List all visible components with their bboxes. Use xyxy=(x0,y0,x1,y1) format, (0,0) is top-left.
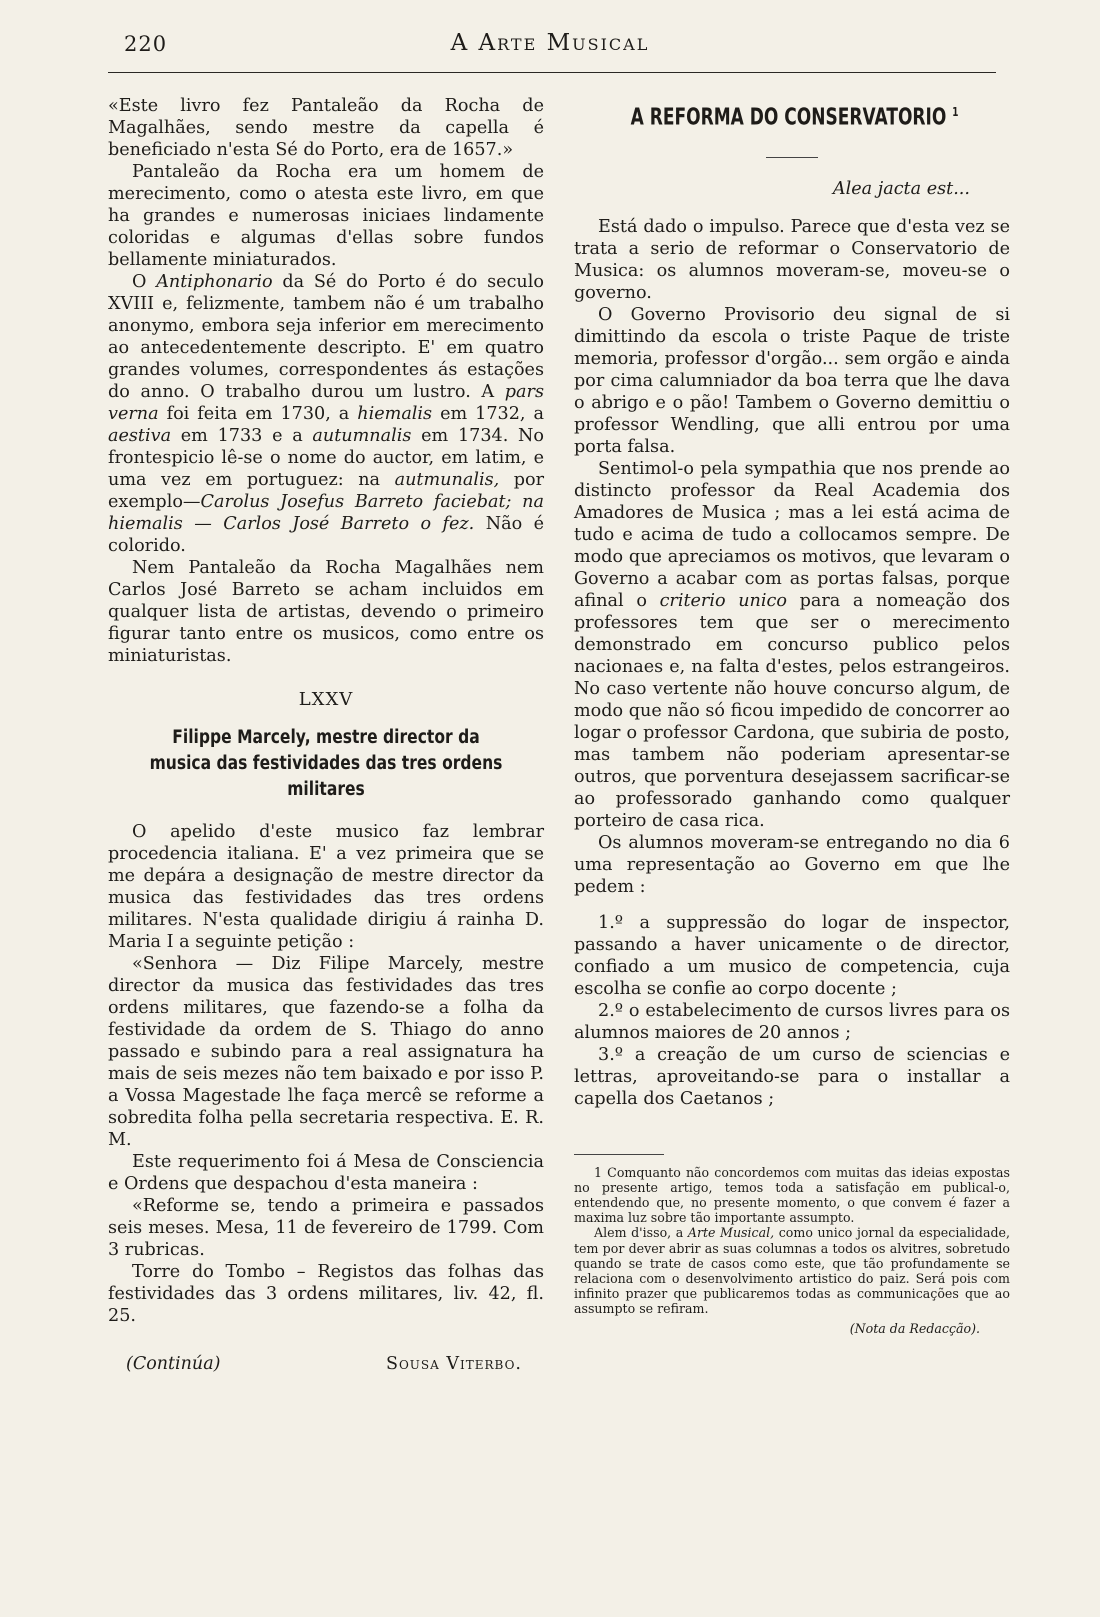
section-number: LXXV xyxy=(298,689,354,710)
section-heading: Filippe Marcely, mestre director da musica das festividades das tres ordens militares xyxy=(149,727,503,800)
footnote-text: 1 Comquanto não concordemos com muitas das ideias expostas no presente artigo, temos toda a satisfação em publical-o, entendendo que, no presente momento, o que convem é fazer a maxima luz sobre tão importante assumpto. xyxy=(574,1164,1010,1226)
paragraph: Nem Pantaleão da Rocha Magalhães nem Carlos José Barreto se acham incluidos em qualquer lista de artistas, devendo o primeiro figurar tanto entre os musicos, como entre os miniaturistas. xyxy=(108,558,544,666)
footnote-credit: (Nota da Redacção). xyxy=(849,1320,980,1336)
article-title: A REFORMA DO CONSERVATORIO $^1$ xyxy=(630,104,959,131)
paragraph: Está dado o impulso. Parece que d'esta vez se trata a serio de reformar o Conservatorio de Musica: os alumnos moveram-se, moveu-se o governo. xyxy=(574,216,1010,303)
footnote-text: Alem d'isso, a Arte Musical, como unico jornal da especialidade, tem por dever abrir as suas columnas a todos os alvitres, sobretudo quando se trate de casos como este, que tão profundamente se relaciona com o desenvolvimento artistico do paiz. Será pois com infinito prazer que publicaremos todas as communicações que ao assumpto se refiram. xyxy=(574,1225,1010,1317)
footnote-rule xyxy=(574,1154,664,1155)
paragraph: Os alumnos moveram-se entregando no dia 6 uma representação ao Governo em que lhe pedem : xyxy=(574,832,1010,897)
demand-item: 1.º a suppressão do logar de inspector, passando a haver unicamente o de director, confiado a um musico de competencia, cuja escolha se confie ao corpo docente ; xyxy=(574,912,1010,999)
header-rule xyxy=(108,72,996,73)
epigraph: Alea jacta est... xyxy=(832,178,970,199)
continues-label: (Continúa) xyxy=(126,1354,221,1374)
paragraph: Torre do Tombo – Registos das folhas das festividades das 3 ordens militares, liv. 42, fl. 25. xyxy=(108,1262,544,1326)
paragraph: O Governo Provisorio deu signal de si dimittindo da escola o triste Paque de triste memoria, professor d'orgão... sem orgão e ainda por cima calumniador da boa terra que lhe dava o abrigo e o pão! Tambem o Governo demittiu o professor Wendling, que alli entrou por uma porta falsa. xyxy=(574,304,1010,457)
demand-item: 2.º o estabelecimento de cursos livres para os alumnos maiores de 20 annos ; xyxy=(574,1000,1010,1043)
paragraph: «Reforme se, tendo a primeira e passados seis meses. Mesa, 11 de fevereiro de 1799. Com 3 rubricas. xyxy=(108,1196,544,1260)
paragraph: Este requerimento foi á Mesa de Consciencia e Ordens que despachou d'esta maneira : xyxy=(108,1152,544,1194)
demand-item: 3.º a creação de um curso de sciencias e lettras, aproveitando-se para o installar a capella dos Caetanos ; xyxy=(574,1044,1010,1109)
paragraph: «Este livro fez Pantaleão da Rocha de Magalhães, sendo mestre da capella é beneficiado n'esta Sé do Porto, era de 1657.» xyxy=(108,96,544,160)
left-column xyxy=(108,95,544,1375)
footnote-marker: 1 xyxy=(952,105,959,119)
paragraph-antiphonario: O Antiphonario da Sé do Porto é do seculo XVIII e, felizmente, tambem não é um trabalho anonymo, embora seja inferior em merecimento ao antecedentemente descripto. E' em quatro grandes volumes, correspondentes ás estações do anno. O trabalho durou um lustro. A pars verna foi feita em 1730, a hiemalis em 1732, a aestiva em 1733 e a autumnalis em 1734. No frontespicio lê-se o nome do auctor, em latim, e uma vez em portuguez: na autmunalis, por exemplo—Carolus Josefus Barreto faciebat; na hiemalis — Carlos José Barreto o fez. Não é colorido. xyxy=(108,272,545,556)
author-signature: Sousa Viterbo. xyxy=(385,1354,522,1374)
right-column xyxy=(574,95,1010,1336)
paragraph: Pantaleão da Rocha era um homem de merecimento, como o atesta este livro, em que ha grandes e numerosas iniciaes lindamente coloridas e algumas d'ellas sobre fundos bellamente miniaturados. xyxy=(108,162,544,270)
page-number: 220 xyxy=(124,32,168,56)
footnotes xyxy=(574,1165,1010,1336)
running-head: A Arte Musical xyxy=(450,30,650,56)
title-rule xyxy=(766,157,818,158)
paragraph-criterio: Sentimol-o pela sympathia que nos prende ao distincto professor da Real Academia dos Amadores de Musica ; mas a lei está acima de tudo e acima de tudo a collocamos sempre. De modo que apreciamos os motivos, que levaram o Governo a acabar com as portas falsas, porque afinal o criterio unico para a nomeação dos professores tem que ser o merecimento demonstrado em concurso publico pelos nacionaes e, na falta d'estes, pelos estrangeiros. No caso vertente não houve concurso algum, de modo que não só ficou impedido de concorrer ao logar o professor Cardona, que subiria de posto, mas tambem não poderiam apresentar-se outros, que porventura desejassem sacrificar-se ao professorado ganhando como qualquer porteiro de casa rica. xyxy=(574,458,1010,831)
paragraph: «Senhora — Diz Filipe Marcely, mestre director da musica das festividades das tres ordens militares, que fazendo-se a folha da festividade da ordem de S. Thiago do anno passado e subindo para a real assignatura ha mais de seis mezes não tem baixado e por isso P. a Vossa Magestade lhe faça mercê se reforme a sobredita folha pella secretaria respectiva. E. R. M. xyxy=(108,954,544,1150)
signature-row xyxy=(108,1353,544,1375)
paragraph: O apelido d'este musico faz lembrar procedencia italiana. E' a vez primeira que se me depára a designação de mestre director da musica das festividades das tres ordens militares. N'esta qualidade dirigiu á rainha D. Maria I a seguinte petição : xyxy=(108,822,544,952)
